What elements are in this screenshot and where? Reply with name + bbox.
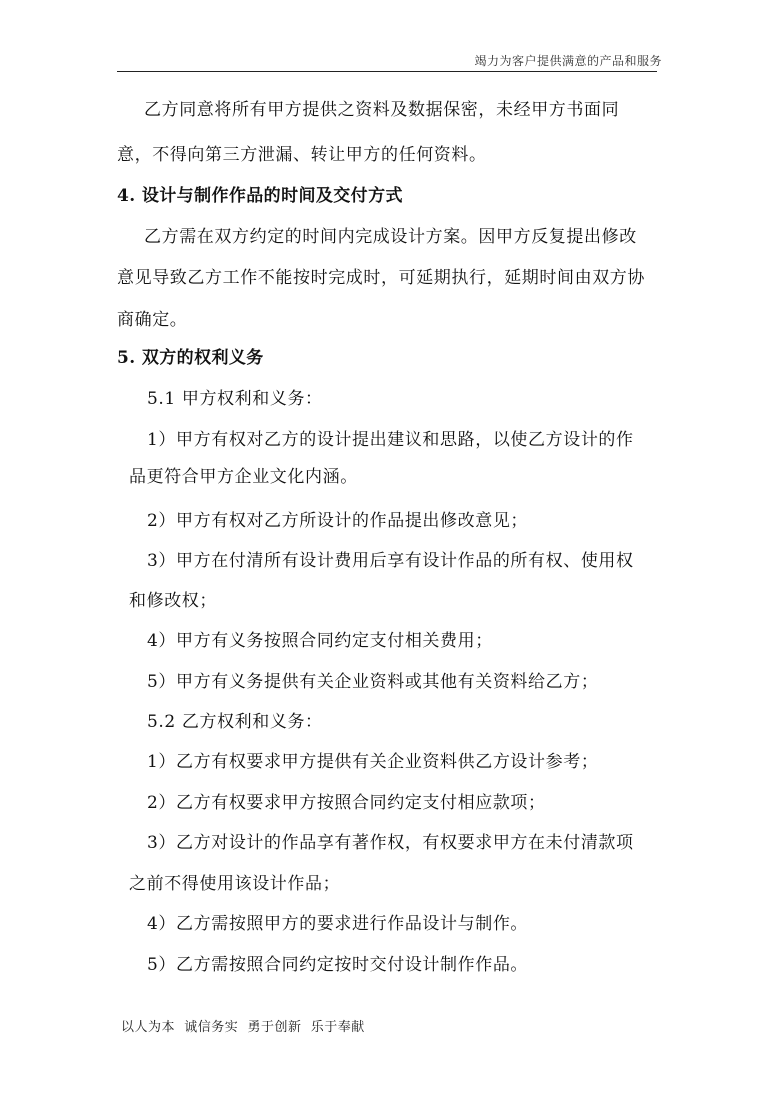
party-b-item-5: 5）乙方需按照合同约定按时交付设计制作作品。: [147, 955, 529, 975]
header-slogan: 竭力为客户提供满意的产品和服务: [474, 54, 662, 68]
party-a-item-4: 4）甲方有义务按照合同约定支付相关费用；: [147, 631, 493, 651]
section-5-heading: 5. 双方的权利义务: [117, 348, 264, 368]
party-a-item-1-line-2: 品更符合甲方企业文化内涵。: [129, 467, 358, 487]
party-b-item-4: 4）乙方需按照甲方的要求进行作品设计与制作。: [147, 914, 529, 934]
footer-motto: 以人为本 诚信务实 勇于创新 乐于奉献: [121, 1020, 365, 1035]
paragraph-confidentiality-line-2: 意，不得向第三方泄漏、转让甲方的任何资料。: [117, 145, 487, 165]
subsection-5-2-title: 5.2 乙方权利和义务：: [147, 712, 323, 732]
subsection-5-1-title: 5.1 甲方权利和义务：: [147, 389, 323, 409]
party-b-item-3-line-1: 3）乙方对设计的作品享有著作权，有权要求甲方在未付清款项: [147, 833, 634, 853]
paragraph-schedule-line-2: 意见导致乙方工作不能按时完成时，可延期执行，延期时间由双方协: [117, 268, 645, 288]
paragraph-schedule-line-1: 乙方需在双方约定的时间内完成设计方案。因甲方反复提出修改: [144, 227, 637, 247]
party-b-item-3-line-2: 之前不得使用该设计作品；: [129, 874, 341, 894]
party-a-item-3-line-2: 和修改权；: [129, 591, 217, 611]
section-4-heading: 4. 设计与制作作品的时间及交付方式: [117, 186, 403, 206]
party-b-item-1: 1）乙方有权要求甲方提供有关企业资料供乙方设计参考；: [147, 752, 599, 772]
party-b-item-2: 2）乙方有权要求甲方按照合同约定支付相应款项；: [147, 793, 546, 813]
paragraph-confidentiality-line-1: 乙方同意将所有甲方提供之资料及数据保密，未经甲方书面同: [144, 100, 620, 120]
party-a-item-2: 2）甲方有权对乙方所设计的作品提出修改意见；: [147, 511, 529, 531]
party-a-item-3-line-1: 3）甲方在付清所有设计费用后享有设计作品的所有权、使用权: [147, 551, 634, 571]
party-a-item-5: 5）甲方有义务提供有关企业资料或其他有关资料给乙方；: [147, 672, 599, 692]
party-a-item-1-line-1: 1）甲方有权对乙方的设计提出建议和思路，以使乙方设计的作: [147, 430, 634, 450]
header-divider: [117, 71, 657, 72]
paragraph-schedule-line-3: 商确定。: [117, 310, 188, 330]
